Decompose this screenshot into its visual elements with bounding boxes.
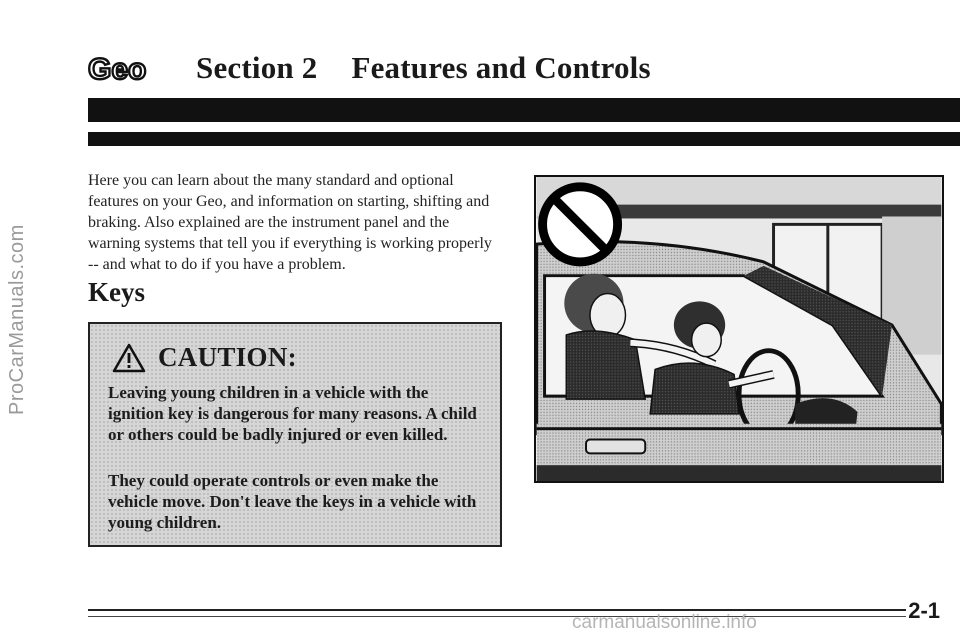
keys-heading: Keys (88, 277, 145, 307)
geo-logo-icon (88, 53, 184, 83)
page-title (196, 50, 651, 86)
caution-header (112, 342, 297, 373)
caution-box (88, 322, 502, 547)
bottom-watermark: carmanualsonline.info (572, 612, 757, 633)
caution-paragraph-1: Leaving young children in a vehicle with the ignition key is dangerous for many reasons. A child or others could be badly injured or even killed. (108, 383, 477, 444)
caution-paragraph-2: They could operate controls or even make the vehicle move. Don't leave the keys in a vehicle with young children. (108, 471, 477, 532)
section-label: Section 2 (196, 50, 318, 85)
children-in-car-illustration (534, 175, 944, 483)
footer-rule (88, 609, 906, 611)
side-watermark: ProCarManuals.com (6, 224, 28, 416)
header-rule-thin (88, 132, 960, 146)
prohibition-icon (543, 187, 618, 262)
svg-text:Geo: Geo (88, 53, 147, 83)
intro-paragraph: Here you can learn about the many standard and optional features on your Geo, and information on starting, shifting and braking. Also explained are the instrument panel and the warning systems that tell you if everything is working properly -- and what to do if you have a problem. (88, 172, 492, 273)
footer-rule-thin (88, 616, 906, 617)
page-header (88, 46, 651, 90)
caution-title: CAUTION: (158, 342, 297, 372)
header-rule-thick (88, 98, 960, 122)
section-title: Features and Controls (351, 50, 651, 85)
page-number: 2-1 (908, 598, 940, 623)
warning-triangle-icon (112, 343, 146, 373)
